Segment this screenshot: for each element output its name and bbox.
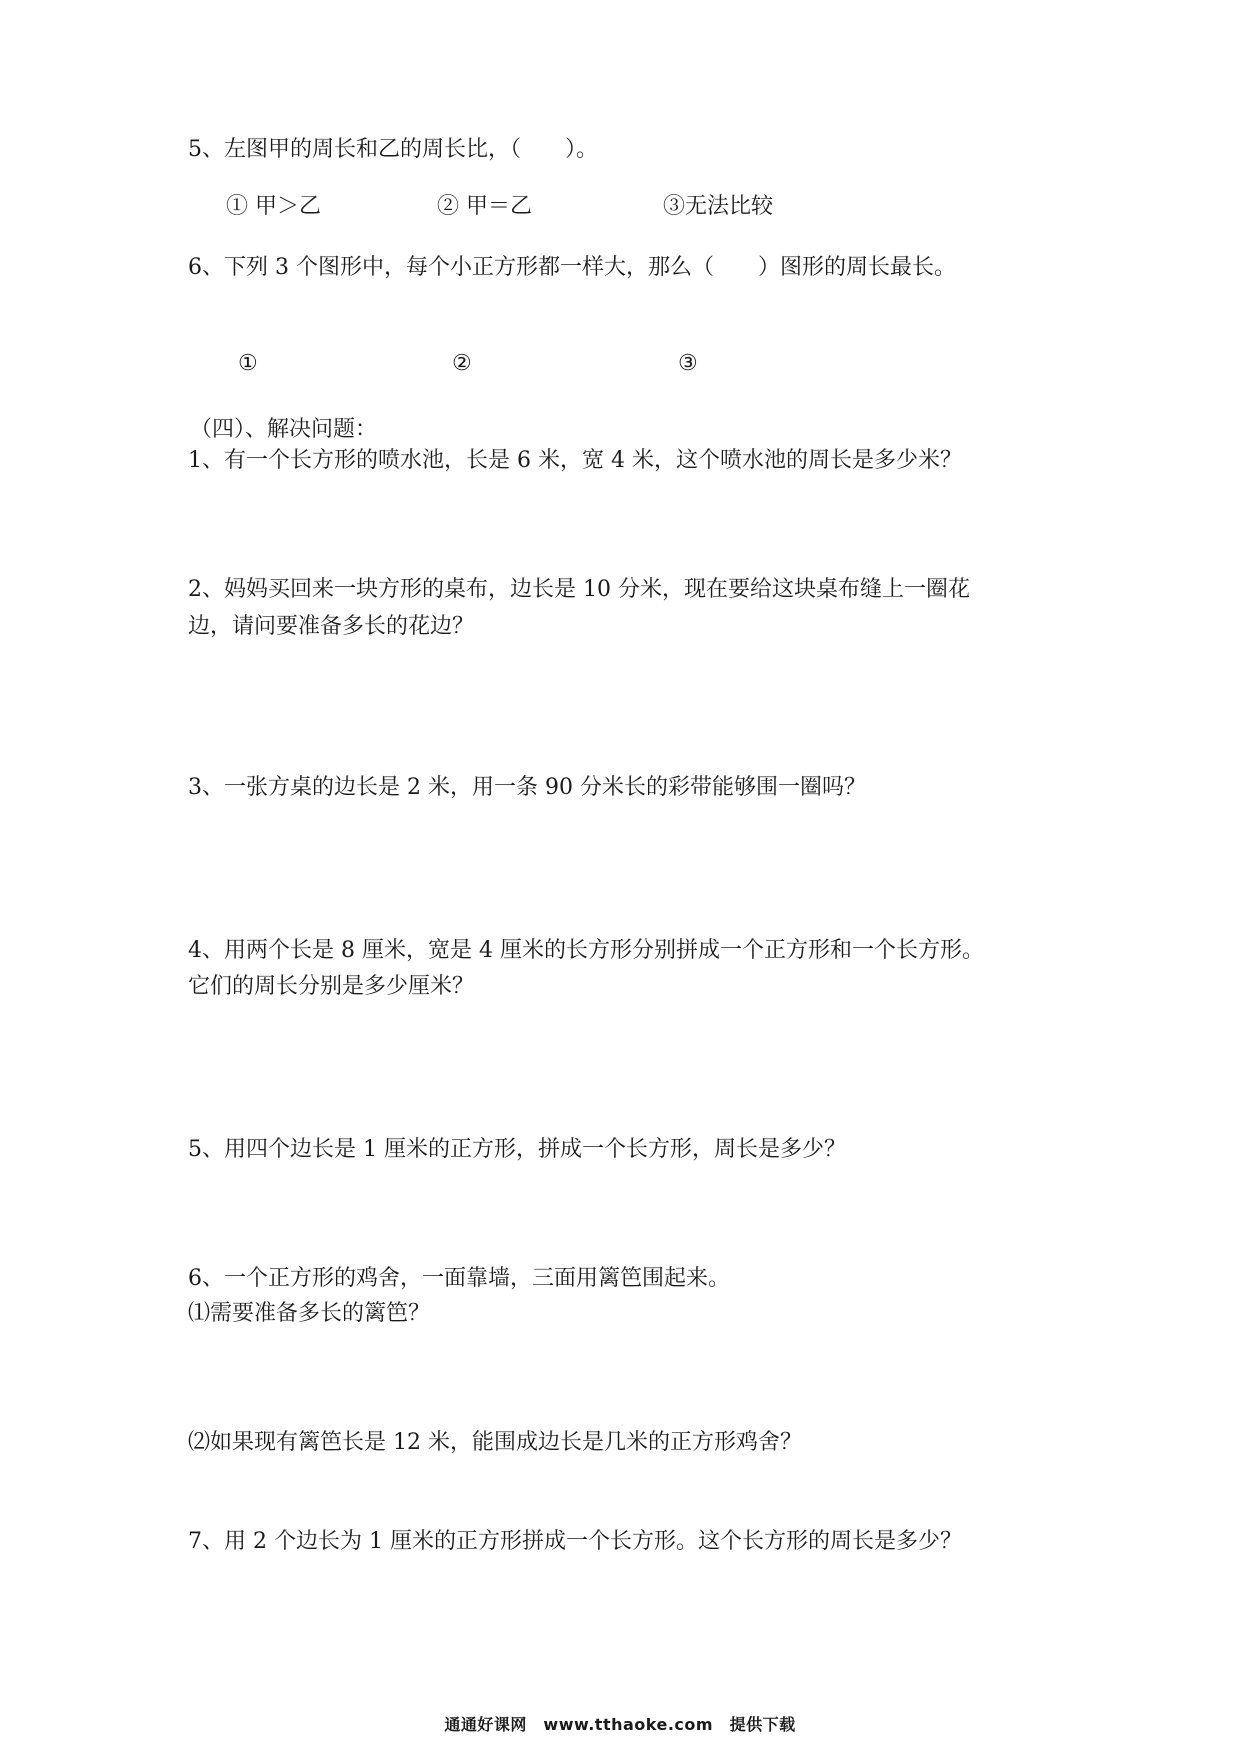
problem-4-line-1: 4、用两个长是 8 厘米，宽是 4 厘米的长方形分别拼成一个正方形和一个长方形。 bbox=[188, 938, 984, 963]
problem-6-line-1: 6、一个正方形的鸡舍，一面靠墙，三面用篱笆围起来。 bbox=[188, 1266, 730, 1291]
problem-5: 5、用四个边长是 1 厘米的正方形，拼成一个长方形，周长是多少？ bbox=[188, 1137, 846, 1162]
question-5-option-1: ① 甲＞乙 bbox=[226, 194, 321, 219]
question-6-option-3: ③ bbox=[678, 351, 698, 376]
problem-3: 3、一张方桌的边长是 2 米，用一条 90 分米长的彩带能够围一圈吗？ bbox=[188, 775, 866, 800]
problem-6-sub-1: ⑴需要准备多长的篱笆？ bbox=[188, 1301, 431, 1326]
question-5-option-2: ② 甲＝乙 bbox=[437, 194, 532, 219]
problem-7: 7、用 2 个边长为 1 厘米的正方形拼成一个长方形。这个长方形的周长是多少？ bbox=[188, 1529, 962, 1554]
footer-source: 通通好课网 www.tthaoke.com 提供下载 bbox=[444, 1715, 796, 1734]
problem-1: 1、有一个长方形的喷水池，长是 6 米，宽 4 米，这个喷水池的周长是多少米？ bbox=[188, 448, 962, 473]
question-5-option-3: ③无法比较 bbox=[663, 194, 774, 219]
question-5-text: 5、左图甲的周长和乙的周长比，（ ）。 bbox=[188, 137, 598, 162]
question-6-option-2: ② bbox=[452, 351, 472, 376]
problem-6-sub-2: ⑵如果现有篱笆长是 12 米，能围成边长是几米的正方形鸡舍？ bbox=[188, 1430, 802, 1455]
problem-2-line-1: 2、妈妈买回来一块方形的桌布，边长是 10 分米，现在要给这块桌布缝上一圈花 bbox=[188, 577, 970, 602]
problem-4-line-2: 它们的周长分别是多少厘米？ bbox=[188, 974, 475, 999]
question-6-option-1: ① bbox=[238, 351, 258, 376]
problem-2-line-2: 边，请问要准备多长的花边？ bbox=[188, 614, 475, 639]
question-6-text: 6、下列 3 个图形中，每个小正方形都一样大，那么（ ）图形的周长最长。 bbox=[188, 255, 956, 280]
section-heading: （四）、解决问题： bbox=[190, 417, 378, 442]
